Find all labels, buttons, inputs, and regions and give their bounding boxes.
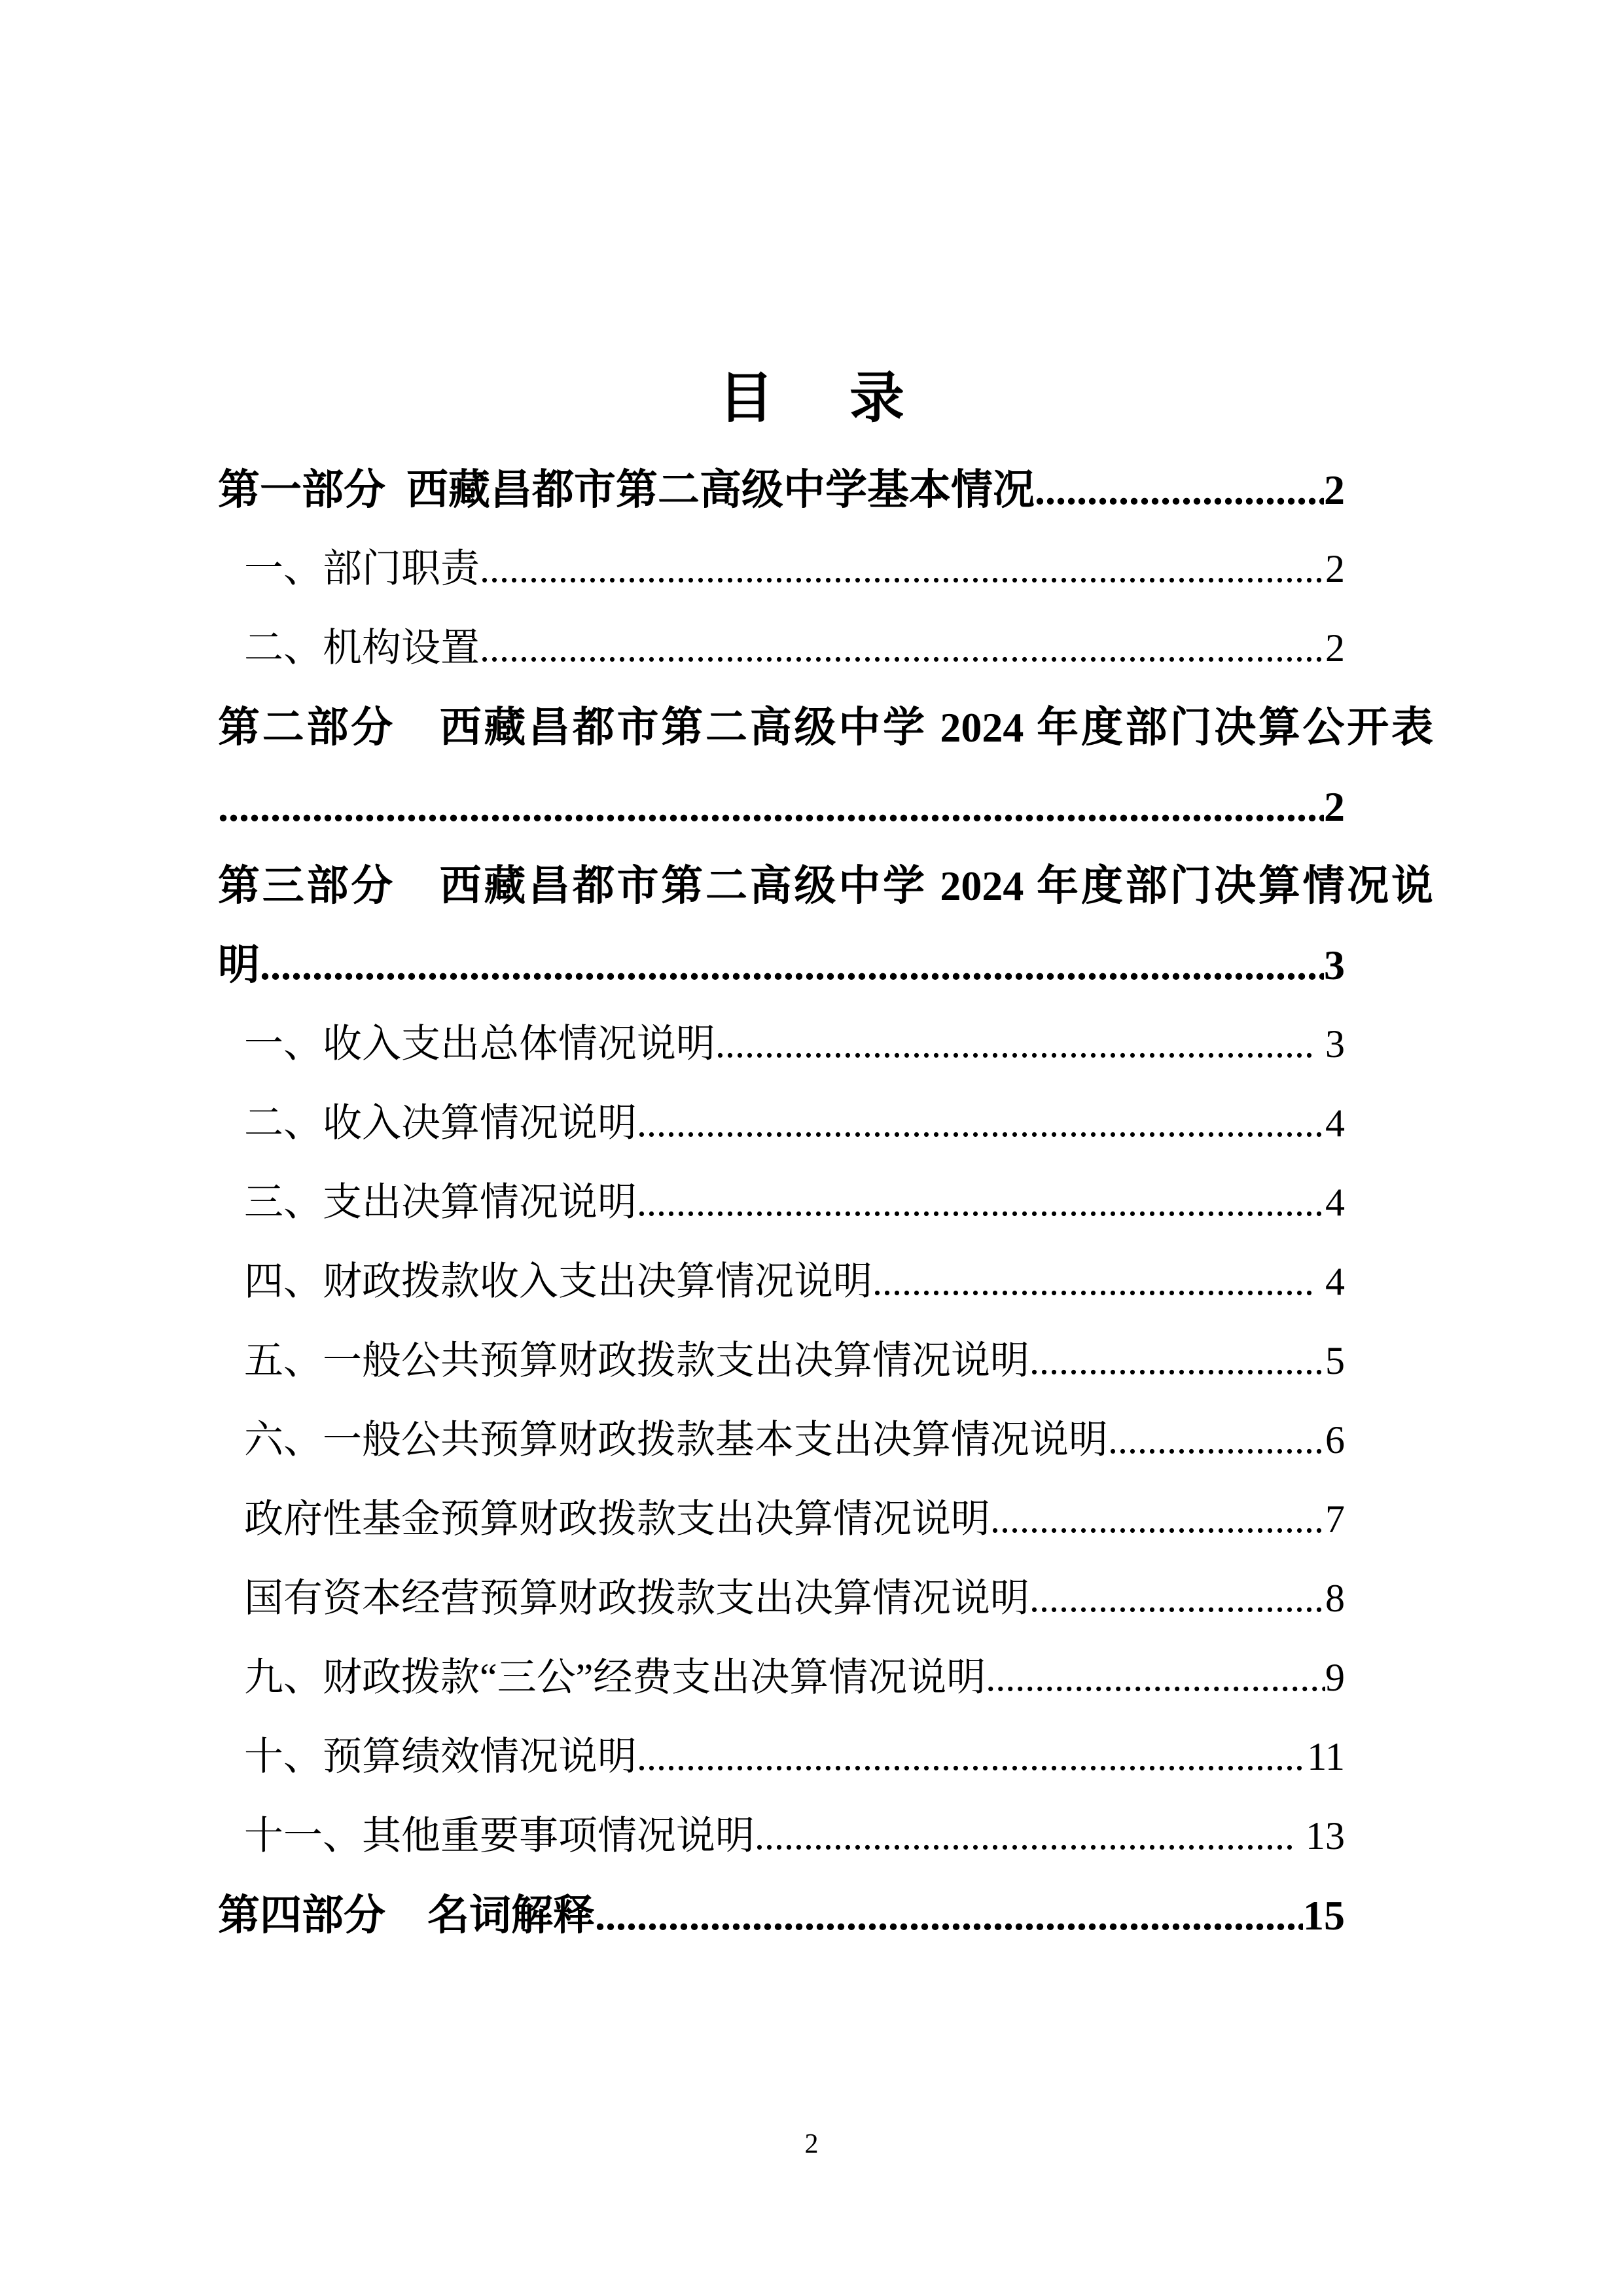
- toc-entry-label: 第四部分 名词解释: [218, 1892, 595, 1939]
- toc-entry: [218, 688, 1433, 767]
- toc-title: 目 录: [718, 368, 915, 429]
- toc-page-number: 4: [1325, 1102, 1345, 1145]
- toc-entry-label: 二、机构设置: [244, 626, 480, 670]
- footer-page-number: 2: [804, 2129, 819, 2159]
- dot-leader: [1029, 1321, 1325, 1401]
- toc-entry: [218, 1797, 1433, 1876]
- dot-leader: [755, 1797, 1296, 1876]
- toc-entry-label: 二、收入决算情况说明: [244, 1102, 637, 1145]
- toc-entry-label: 一、部门职责: [244, 547, 480, 590]
- toc-entry: [218, 1401, 1433, 1480]
- toc-entry: [218, 1717, 1433, 1797]
- toc-page-number: 8: [1325, 1577, 1345, 1620]
- dot-leader: [637, 1717, 1307, 1797]
- toc-entry-label: 第一部分 西藏昌都市第二高级中学基本情况: [218, 467, 1035, 513]
- toc-page-number: 3: [1315, 1022, 1345, 1066]
- toc-page-number: 13: [1296, 1814, 1345, 1857]
- toc-page-number: 4: [1325, 1181, 1345, 1224]
- toc-entry: [218, 1005, 1433, 1084]
- dot-leader: [480, 609, 1325, 688]
- toc-entry-label: 国有资本经营预算财政拨款支出决算情况说明: [244, 1577, 1029, 1620]
- toc-entry-label: 十、预算绩效情况说明: [244, 1735, 637, 1778]
- toc-page-number: 2: [1325, 547, 1345, 590]
- toc-entry-label: 十一、其他重要事项情况说明: [244, 1814, 755, 1857]
- toc-entry: [218, 1163, 1433, 1242]
- toc-entry: [218, 609, 1433, 688]
- toc-entry-label: 一、收入支出总体情况说明: [244, 1022, 715, 1066]
- toc-page-number: 4: [1315, 1260, 1345, 1303]
- toc-entry: [218, 1242, 1433, 1321]
- toc-entry-label: 三、支出决算情况说明: [244, 1181, 637, 1224]
- dot-leader: [637, 1163, 1325, 1242]
- dot-leader: [1108, 1401, 1325, 1480]
- toc-page-number: 3: [1324, 942, 1345, 988]
- toc-entry: [218, 1480, 1433, 1559]
- toc-entry: [218, 1876, 1433, 1955]
- dot-leader: [986, 1638, 1325, 1717]
- toc-entry-label: 六、一般公共预算财政拨款基本支出决算情况说明: [244, 1418, 1108, 1462]
- dot-leader: [715, 1005, 1315, 1084]
- toc-entry: [218, 1638, 1433, 1717]
- toc-entry: [218, 846, 1433, 925]
- dot-leader: [1029, 1559, 1325, 1638]
- toc-entry-label: 第二部分 西藏昌都市第二高级中学 2024 年度部门决算公开表: [218, 704, 1433, 751]
- toc-entry: [218, 1084, 1433, 1163]
- toc-entry: [218, 450, 1433, 529]
- toc-page-number: 2: [1325, 626, 1345, 670]
- toc-entry-label: 五、一般公共预算财政拨款支出决算情况说明: [244, 1339, 1029, 1382]
- dot-leader: [1035, 450, 1324, 529]
- toc-entry-continuation: [218, 925, 1433, 1005]
- toc-page-number: 2: [1324, 783, 1345, 830]
- toc-entry-label: 四、财政拨款收入支出决算情况说明: [244, 1260, 872, 1303]
- toc-page-number: 15: [1303, 1892, 1345, 1939]
- toc-entry: [218, 529, 1433, 609]
- toc-entry-label: 第三部分 西藏昌都市第二高级中学 2024 年度部门决算情况说: [218, 863, 1433, 909]
- toc-page-number: 7: [1325, 1498, 1345, 1541]
- dot-leader: [872, 1242, 1315, 1321]
- dot-leader: [637, 1084, 1325, 1163]
- toc-entry-label: 明: [218, 942, 260, 988]
- dot-leader: [595, 1876, 1303, 1955]
- dot-leader: [218, 767, 1324, 846]
- dot-leader: [260, 925, 1324, 1005]
- table-of-contents: [218, 450, 1433, 1955]
- toc-page-number: 5: [1325, 1339, 1345, 1382]
- toc-page-number: 11: [1307, 1735, 1345, 1778]
- toc-entry: [218, 1559, 1433, 1638]
- toc-page-number: 6: [1325, 1418, 1345, 1462]
- toc-entry-label: 九、财政拨款“三公”经费支出决算情况说明: [244, 1656, 986, 1699]
- toc-page-number: 9: [1325, 1656, 1345, 1699]
- toc-page-number: 2: [1324, 467, 1345, 513]
- dot-leader: [480, 529, 1325, 609]
- dot-leader: [990, 1480, 1325, 1559]
- toc-entry-continuation: [218, 767, 1433, 846]
- toc-entry: [218, 1321, 1433, 1401]
- toc-entry-label: 政府性基金预算财政拨款支出决算情况说明: [244, 1498, 990, 1541]
